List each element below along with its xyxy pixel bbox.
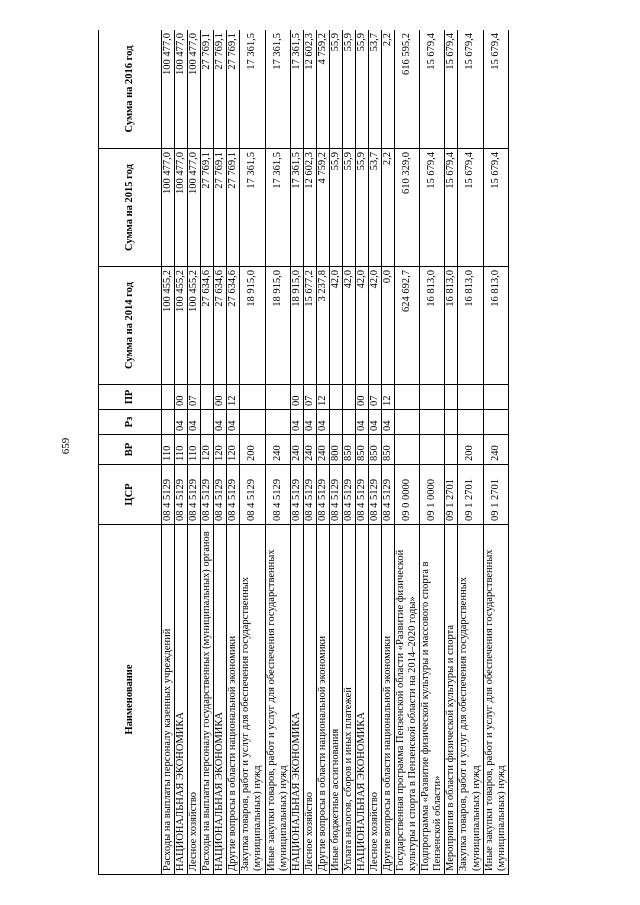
table-row [458, 30, 483, 875]
table-row [201, 30, 214, 875]
cell-rz: 04 [227, 410, 240, 435]
table-header-row [99, 30, 162, 875]
cell-csr: 08 4 5129 [355, 465, 368, 525]
cell-sum-2015: 4 759,2 [316, 149, 329, 267]
cell-csr: 08 4 5129 [316, 465, 329, 525]
cell-sum-2016: 100 477,0 [162, 30, 175, 149]
cell-name: НАЦИОНАЛЬНАЯ ЭКОНОМИКА [290, 525, 303, 875]
cell-rz: 04 [290, 410, 303, 435]
cell-name: Лесное хозяйство [188, 525, 201, 875]
cell-name: НАЦИОНАЛЬНАЯ ЭКОНОМИКА [355, 525, 368, 875]
table-row [420, 30, 445, 875]
cell-sum-2015: 55,9 [342, 149, 355, 267]
cell-csr: 08 4 5129 [175, 465, 188, 525]
cell-sum-2014: 42,0 [342, 267, 355, 385]
cell-vr: 110 [175, 435, 188, 465]
header-name: Наименование [99, 525, 162, 875]
cell-pr [445, 385, 458, 410]
cell-sum-2015: 27 769,1 [227, 149, 240, 267]
cell-rz [342, 410, 355, 435]
cell-sum-2015: 100 477,0 [175, 149, 188, 267]
cell-sum-2016: 100 477,0 [188, 30, 201, 149]
table-row [395, 30, 420, 875]
cell-rz [445, 410, 458, 435]
cell-csr: 08 4 5129 [240, 465, 265, 525]
cell-sum-2015: 100 477,0 [188, 149, 201, 267]
cell-sum-2016: 12 602,3 [303, 30, 316, 149]
cell-pr: 12 [316, 385, 329, 410]
cell-sum-2014: 18 915,0 [290, 267, 303, 385]
table-row [329, 30, 342, 875]
cell-vr: 850 [382, 435, 395, 465]
cell-sum-2015: 15 679,4 [445, 149, 458, 267]
cell-vr: 850 [342, 435, 355, 465]
cell-vr: 120 [214, 435, 227, 465]
cell-csr: 09 1 2701 [458, 465, 483, 525]
cell-rz: 04 [214, 410, 227, 435]
cell-rz: 04 [175, 410, 188, 435]
cell-pr: 00 [175, 385, 188, 410]
cell-name: Расходы на выплаты персоналу казенных учреждений [162, 525, 175, 875]
table-row [175, 30, 188, 875]
cell-sum-2015: 17 361,5 [265, 149, 290, 267]
table-row [303, 30, 316, 875]
budget-table [98, 30, 509, 875]
cell-rz [420, 410, 445, 435]
cell-name: Закупка товаров, работ и услуг для обеспечения государственных (муниципальных) нужд [458, 525, 483, 875]
cell-sum-2014: 624 692,7 [395, 267, 420, 385]
cell-sum-2016: 15 679,4 [483, 30, 508, 149]
cell-rz: 04 [355, 410, 368, 435]
cell-pr: 07 [188, 385, 201, 410]
cell-vr: 120 [227, 435, 240, 465]
cell-vr: 120 [201, 435, 214, 465]
cell-sum-2016: 27 769,1 [214, 30, 227, 149]
cell-name: Мероприятия в области физической культуры и спорта [445, 525, 458, 875]
cell-pr [162, 385, 175, 410]
cell-sum-2016: 100 477,0 [175, 30, 188, 149]
rotated-sheet [98, 30, 603, 875]
cell-pr [483, 385, 508, 410]
cell-sum-2014: 27 634,6 [201, 267, 214, 385]
header-sum-2014: Сумма на 2014 год [99, 267, 162, 385]
cell-sum-2015: 17 361,5 [290, 149, 303, 267]
cell-vr [395, 435, 420, 465]
cell-rz: 04 [369, 410, 382, 435]
cell-pr [342, 385, 355, 410]
cell-sum-2015: 2,2 [382, 149, 395, 267]
cell-rz: 04 [316, 410, 329, 435]
cell-sum-2016: 17 361,5 [290, 30, 303, 149]
cell-csr: 08 4 5129 [382, 465, 395, 525]
cell-sum-2014: 100 455,2 [162, 267, 175, 385]
rotated-table-container [98, 30, 603, 875]
cell-sum-2016: 55,9 [342, 30, 355, 149]
cell-pr [395, 385, 420, 410]
table-row [382, 30, 395, 875]
cell-pr: 12 [382, 385, 395, 410]
cell-csr: 08 4 5129 [162, 465, 175, 525]
cell-name: Иные закупки товаров, работ и услуг для обеспечения государственных (муниципальных) нужд [483, 525, 508, 875]
cell-sum-2016: 27 769,1 [227, 30, 240, 149]
cell-pr [265, 385, 290, 410]
cell-sum-2016: 4 759,2 [316, 30, 329, 149]
cell-sum-2014: 16 813,0 [445, 267, 458, 385]
cell-sum-2015: 15 679,4 [420, 149, 445, 267]
cell-vr: 240 [265, 435, 290, 465]
cell-sum-2015: 100 477,0 [162, 149, 175, 267]
cell-rz: 04 [188, 410, 201, 435]
cell-csr: 08 4 5129 [214, 465, 227, 525]
cell-rz [240, 410, 265, 435]
cell-sum-2014: 42,0 [355, 267, 368, 385]
cell-sum-2015: 55,9 [329, 149, 342, 267]
cell-vr: 800 [329, 435, 342, 465]
table-row [188, 30, 201, 875]
cell-vr: 110 [162, 435, 175, 465]
cell-sum-2015: 610 329,0 [395, 149, 420, 267]
cell-pr [329, 385, 342, 410]
cell-csr: 08 4 5129 [188, 465, 201, 525]
cell-sum-2014: 100 455,2 [175, 267, 188, 385]
cell-csr: 09 0 0000 [395, 465, 420, 525]
cell-vr: 240 [290, 435, 303, 465]
cell-vr: 240 [316, 435, 329, 465]
cell-sum-2016: 15 679,4 [458, 30, 483, 149]
cell-rz [265, 410, 290, 435]
cell-sum-2016: 616 595,2 [395, 30, 420, 149]
cell-sum-2016: 17 361,5 [265, 30, 290, 149]
cell-vr: 240 [303, 435, 316, 465]
cell-pr [201, 385, 214, 410]
cell-csr: 08 4 5129 [329, 465, 342, 525]
cell-name: Уплата налогов, сборов и иных платежей [342, 525, 355, 875]
cell-vr: 850 [355, 435, 368, 465]
page-number: 659 [60, 437, 72, 455]
cell-sum-2014: 18 915,0 [265, 267, 290, 385]
cell-csr: 08 4 5129 [227, 465, 240, 525]
cell-rz: 04 [382, 410, 395, 435]
cell-pr: 07 [303, 385, 316, 410]
cell-sum-2016: 53,7 [369, 30, 382, 149]
header-vr: ВР [99, 435, 162, 465]
cell-sum-2015: 17 361,5 [240, 149, 265, 267]
header-sum-2015: Сумма на 2015 год [99, 149, 162, 267]
cell-sum-2014: 16 813,0 [420, 267, 445, 385]
cell-csr: 08 4 5129 [369, 465, 382, 525]
cell-vr [420, 435, 445, 465]
table-row [290, 30, 303, 875]
cell-sum-2015: 15 679,4 [458, 149, 483, 267]
cell-sum-2014: 0,0 [382, 267, 395, 385]
table-row [265, 30, 290, 875]
cell-name: Другие вопросы в области национальной экономики [382, 525, 395, 875]
table-body [162, 30, 509, 875]
cell-sum-2014: 16 813,0 [483, 267, 508, 385]
cell-name: Иные бюджетные ассигнования [329, 525, 342, 875]
cell-sum-2014: 27 634,6 [214, 267, 227, 385]
cell-sum-2014: 42,0 [329, 267, 342, 385]
cell-rz: 04 [303, 410, 316, 435]
cell-name: Лесное хозяйство [369, 525, 382, 875]
table-row [214, 30, 227, 875]
cell-name: Расходы на выплаты персоналу государственных (муниципальных) органов [201, 525, 214, 875]
cell-csr: 09 1 2701 [483, 465, 508, 525]
cell-vr [445, 435, 458, 465]
cell-sum-2016: 55,9 [355, 30, 368, 149]
cell-sum-2016: 2,2 [382, 30, 395, 149]
cell-sum-2014: 27 634,6 [227, 267, 240, 385]
header-sum-2016: Сумма на 2016 год [99, 30, 162, 149]
cell-name: НАЦИОНАЛЬНАЯ ЭКОНОМИКА [214, 525, 227, 875]
cell-csr: 08 4 5129 [342, 465, 355, 525]
cell-rz [395, 410, 420, 435]
cell-pr: 12 [227, 385, 240, 410]
cell-sum-2016: 15 679,4 [445, 30, 458, 149]
cell-sum-2014: 16 813,0 [458, 267, 483, 385]
header-pr: ПР [99, 385, 162, 410]
table-row [483, 30, 508, 875]
cell-sum-2015: 15 679,4 [483, 149, 508, 267]
cell-sum-2016: 17 361,5 [240, 30, 265, 149]
cell-pr: 00 [290, 385, 303, 410]
cell-name: Лесное хозяйство [303, 525, 316, 875]
cell-vr: 850 [369, 435, 382, 465]
cell-csr: 08 4 5129 [290, 465, 303, 525]
cell-csr: 09 1 0000 [420, 465, 445, 525]
cell-name: Другие вопросы в области национальной экономики [316, 525, 329, 875]
cell-pr: 07 [369, 385, 382, 410]
cell-rz [458, 410, 483, 435]
cell-name: Иные закупки товаров, работ и услуг для обеспечения государственных (муниципальных) нужд [265, 525, 290, 875]
cell-sum-2015: 53,7 [369, 149, 382, 267]
cell-rz [201, 410, 214, 435]
cell-pr [458, 385, 483, 410]
header-csr: ЦСР [99, 465, 162, 525]
table-row [240, 30, 265, 875]
cell-sum-2014: 100 455,2 [188, 267, 201, 385]
cell-rz [483, 410, 508, 435]
cell-sum-2015: 12 602,3 [303, 149, 316, 267]
cell-vr: 200 [458, 435, 483, 465]
cell-csr: 08 4 5129 [201, 465, 214, 525]
table-row [162, 30, 175, 875]
table-row [342, 30, 355, 875]
cell-sum-2014: 3 237,8 [316, 267, 329, 385]
cell-sum-2015: 55,9 [355, 149, 368, 267]
cell-pr: 00 [355, 385, 368, 410]
table-row [355, 30, 368, 875]
cell-sum-2014: 15 677,2 [303, 267, 316, 385]
cell-sum-2015: 27 769,1 [201, 149, 214, 267]
cell-name: Другие вопросы в области национальной экономики [227, 525, 240, 875]
cell-sum-2016: 55,9 [329, 30, 342, 149]
cell-sum-2016: 15 679,4 [420, 30, 445, 149]
header-rz: Рз [99, 410, 162, 435]
cell-sum-2014: 18 915,0 [240, 267, 265, 385]
table-row [227, 30, 240, 875]
cell-csr: 08 4 5129 [265, 465, 290, 525]
cell-name: НАЦИОНАЛЬНАЯ ЭКОНОМИКА [175, 525, 188, 875]
cell-vr: 110 [188, 435, 201, 465]
cell-sum-2015: 27 769,1 [214, 149, 227, 267]
cell-rz [329, 410, 342, 435]
cell-rz [162, 410, 175, 435]
cell-pr [420, 385, 445, 410]
cell-vr: 240 [483, 435, 508, 465]
cell-sum-2016: 27 769,1 [201, 30, 214, 149]
cell-name: Государственная программа Пензенской области «Развитие физической культуры и спорта в Пензенской области на 2014–2020 годы» [395, 525, 420, 875]
table-row [445, 30, 458, 875]
cell-pr [240, 385, 265, 410]
cell-name: Закупка товаров, работ и услуг для обеспечения государственных (муниципальных) нужд [240, 525, 265, 875]
table-row [316, 30, 329, 875]
cell-vr: 200 [240, 435, 265, 465]
cell-csr: 09 1 2701 [445, 465, 458, 525]
cell-pr: 00 [214, 385, 227, 410]
table-row [369, 30, 382, 875]
cell-sum-2014: 42,0 [369, 267, 382, 385]
cell-csr: 08 4 5129 [303, 465, 316, 525]
cell-name: Подпрограмма «Развитие физической культуры и массового спорта в Пензенской области» [420, 525, 445, 875]
